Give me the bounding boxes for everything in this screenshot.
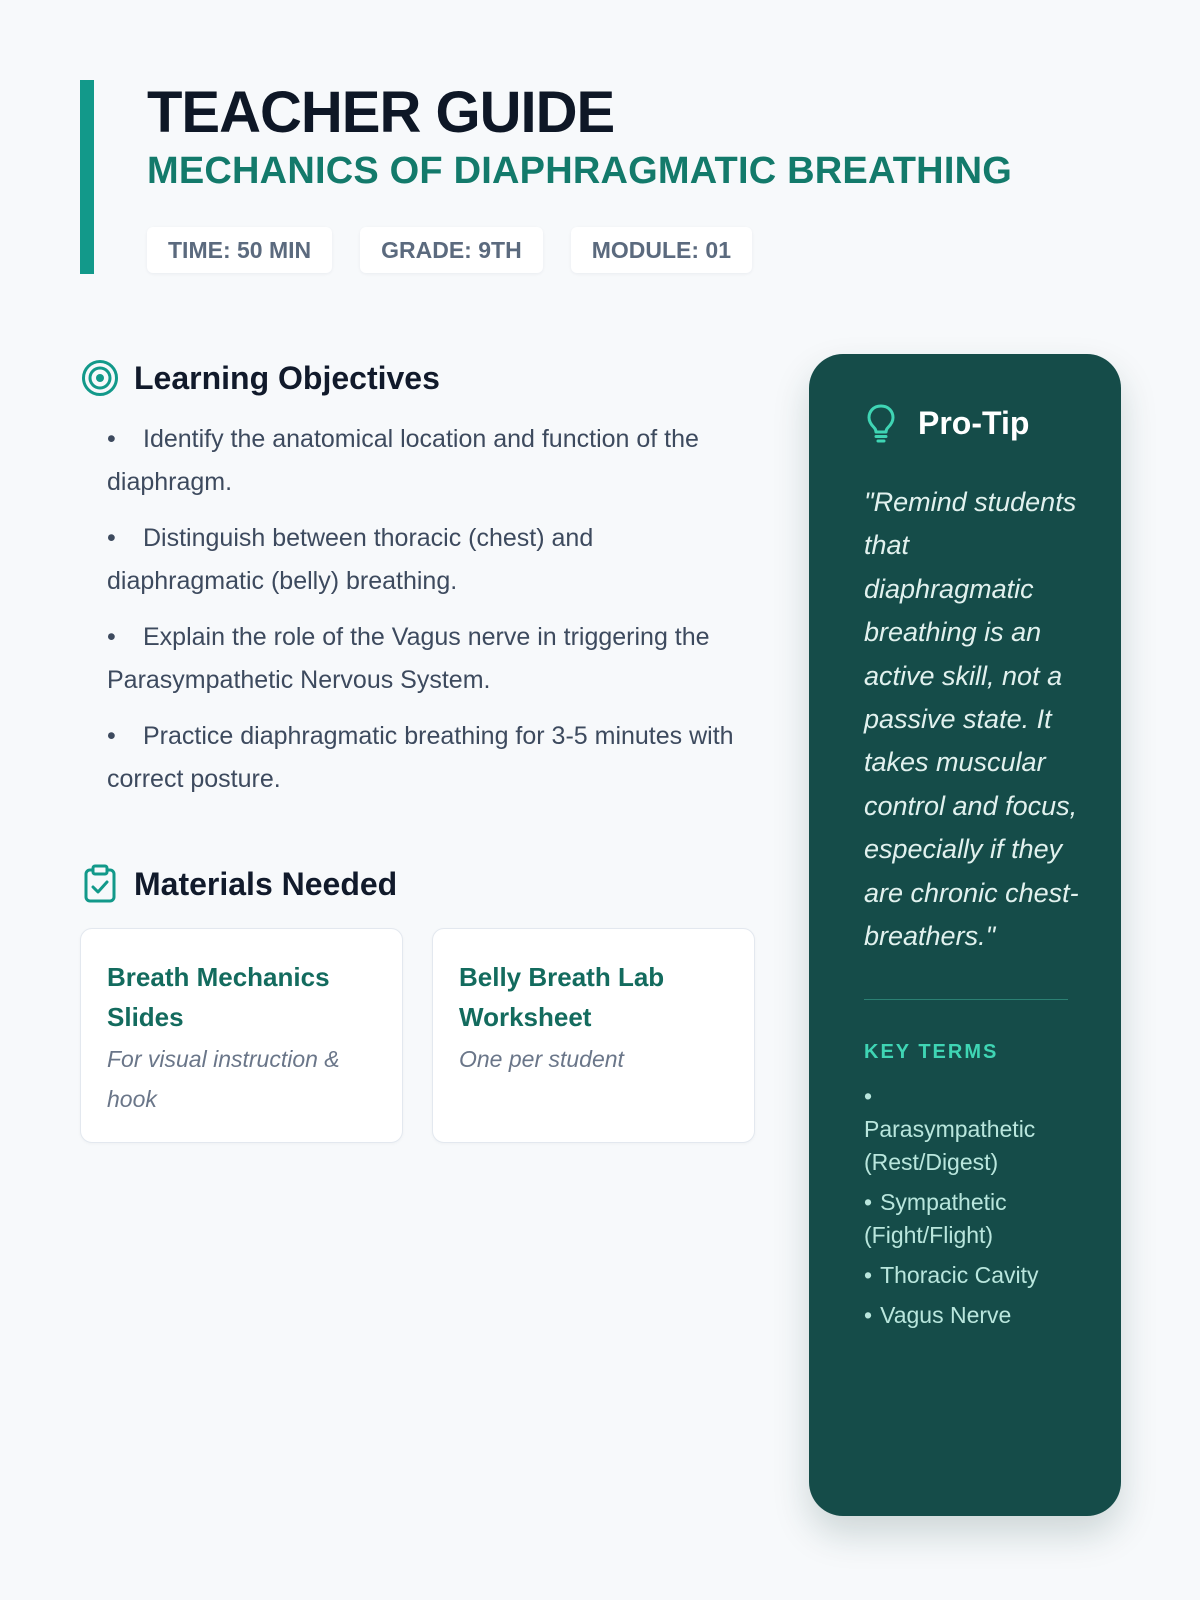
- bullet: •: [107, 425, 116, 453]
- materials-title: Materials Needed: [134, 866, 398, 902]
- key-term: Sympathetic (Fight/Flight): [864, 1189, 1007, 1249]
- pro-tip-quote: "Remind students that diaphragmatic breathing is an active skill, not a passive state. It takes muscular control and focus, especially if they are chronic chest-breathers.": [864, 487, 1079, 952]
- key-term: Parasympathetic (Rest/Digest): [864, 1116, 1036, 1176]
- material-name: Belly Breath Lab Worksheet: [459, 962, 665, 1032]
- bullet: •: [864, 1262, 873, 1289]
- pro-tip-heading: [864, 402, 1121, 444]
- material-note: For visual instruction & hook: [107, 1046, 340, 1112]
- key-terms-list: [864, 1080, 1079, 1332]
- divider: [864, 999, 1068, 1000]
- material-card: [432, 928, 755, 1143]
- bullet: •: [107, 623, 116, 651]
- list-item: [864, 1186, 1079, 1252]
- objectives-list: [107, 418, 757, 814]
- target-icon: [80, 358, 120, 398]
- bullet: •: [864, 1189, 873, 1216]
- objectives-heading: [80, 358, 440, 398]
- materials-cards: [80, 928, 755, 1143]
- key-term: Thoracic Cavity: [880, 1262, 1039, 1289]
- time-badge: TIME: 50 MIN: [147, 227, 332, 273]
- list-item: [107, 517, 757, 603]
- page-title: TEACHER GUIDE: [147, 80, 615, 145]
- list-item: [864, 1299, 1079, 1332]
- bullet: •: [864, 1302, 873, 1329]
- header: [80, 80, 1120, 274]
- list-item: [107, 418, 757, 504]
- objective-text: Identify the anatomical location and function of the diaphragm.: [107, 425, 699, 496]
- grade-badge: GRADE: 9TH: [360, 227, 543, 273]
- key-term: Vagus Nerve: [880, 1302, 1012, 1329]
- clipboard-check-icon: [80, 864, 120, 904]
- materials-heading: [80, 864, 397, 904]
- list-item: [107, 616, 757, 702]
- pro-tip-title: Pro-Tip: [918, 405, 1030, 441]
- bullet: •: [107, 722, 116, 750]
- objective-text: Practice diaphragmatic breathing for 3-5 minutes with correct posture.: [107, 722, 734, 793]
- objective-text: Distinguish between thoracic (chest) and diaphragmatic (belly) breathing.: [107, 524, 594, 595]
- bullet: •: [107, 524, 116, 552]
- meta-badges: [147, 227, 752, 273]
- material-card: [80, 928, 403, 1143]
- module-badge: MODULE: 01: [571, 227, 752, 273]
- objectives-title: Learning Objectives: [134, 360, 440, 396]
- header-accent-bar: [80, 80, 94, 274]
- list-item: [864, 1080, 1079, 1179]
- objective-text: Explain the role of the Vagus nerve in triggering the Parasympathetic Nervous System.: [107, 623, 710, 694]
- lightbulb-icon: [864, 402, 898, 444]
- page-subtitle: MECHANICS OF DIAPHRAGMATIC BREATHING: [147, 150, 1012, 192]
- pro-tip-panel: [809, 354, 1121, 1516]
- material-name: Breath Mechanics Slides: [107, 962, 330, 1032]
- list-item: [107, 715, 757, 801]
- key-terms-label: KEY TERMS: [864, 1041, 999, 1064]
- material-note: One per student: [459, 1046, 624, 1072]
- list-item: [864, 1259, 1079, 1292]
- bullet: •: [864, 1083, 873, 1110]
